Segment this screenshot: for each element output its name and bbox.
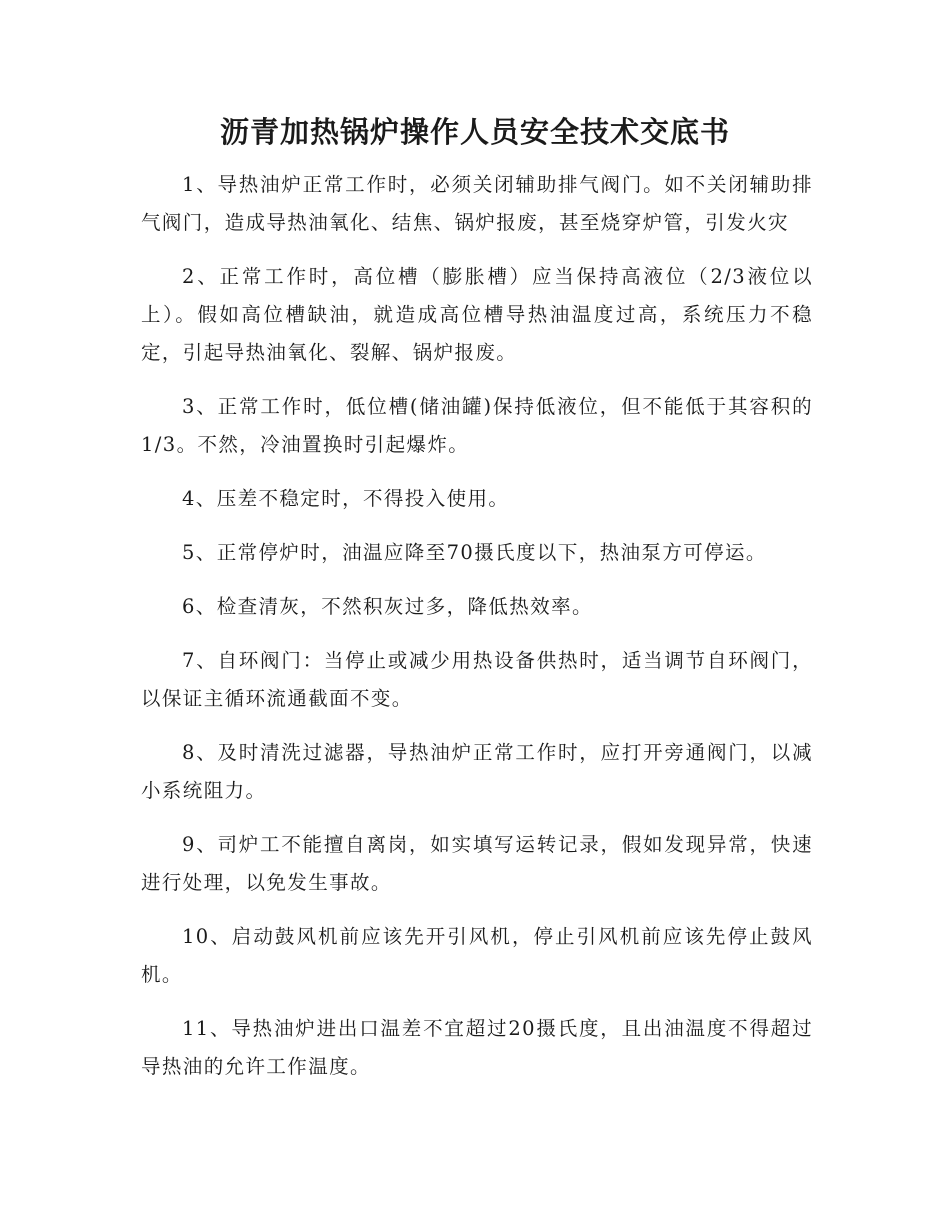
paragraph-2: 2、正常工作时，高位槽（膨胀槽）应当保持高液位（2/3液位以上）。假如高位槽缺油，就造成高位槽导热油温度过高，系统压力不稳定，引起导热油氧化、裂解、锅炉报废。 bbox=[141, 265, 813, 364]
paragraph-11: 11、导热油炉进出口温差不宜超过20摄氏度，且出油温度不得超过导热油的允许工作温度。 bbox=[141, 1017, 813, 1078]
paragraph-6: 6、检查清灰，不然积灰过多，降低热效率。 bbox=[182, 595, 593, 618]
paragraph-5: 5、正常停炉时，油温应降至70摄氏度以下，热油泵方可停运。 bbox=[182, 541, 767, 564]
paragraph-4: 4、压差不稳定时，不得投入使用。 bbox=[182, 487, 510, 510]
paragraph-10: 10、启动鼓风机前应该先开引风机，停止引风机前应该先停止鼓风机。 bbox=[141, 925, 813, 986]
paragraph-7: 7、自环阀门：当停止或减少用热设备供热时，适当调节自环阀门，以保证主循环流通截面不变。 bbox=[141, 649, 813, 710]
document-title: 沥青加热锅炉操作人员安全技术交底书 bbox=[219, 115, 730, 149]
paragraph-8: 8、及时清洗过滤器，导热油炉正常工作时，应打开旁通阀门，以减小系统阻力。 bbox=[141, 741, 813, 802]
paragraph-9: 9、司炉工不能擅自离岗，如实填写运转记录，假如发现异常，快速进行处理，以免发生事故。 bbox=[141, 833, 813, 894]
paragraph-1: 1、导热油炉正常工作时，必须关闭辅助排气阀门。如不关闭辅助排气阀门，造成导热油氧化、结焦、锅炉报废，甚至烧穿炉管，引发火灾 bbox=[141, 173, 813, 234]
document-body bbox=[141, 166, 813, 1102]
paragraph-3: 3、正常工作时，低位槽(储油罐)保持低液位，但不能低于其容积的1/3。不然，冷油置换时引起爆炸。 bbox=[141, 395, 813, 456]
